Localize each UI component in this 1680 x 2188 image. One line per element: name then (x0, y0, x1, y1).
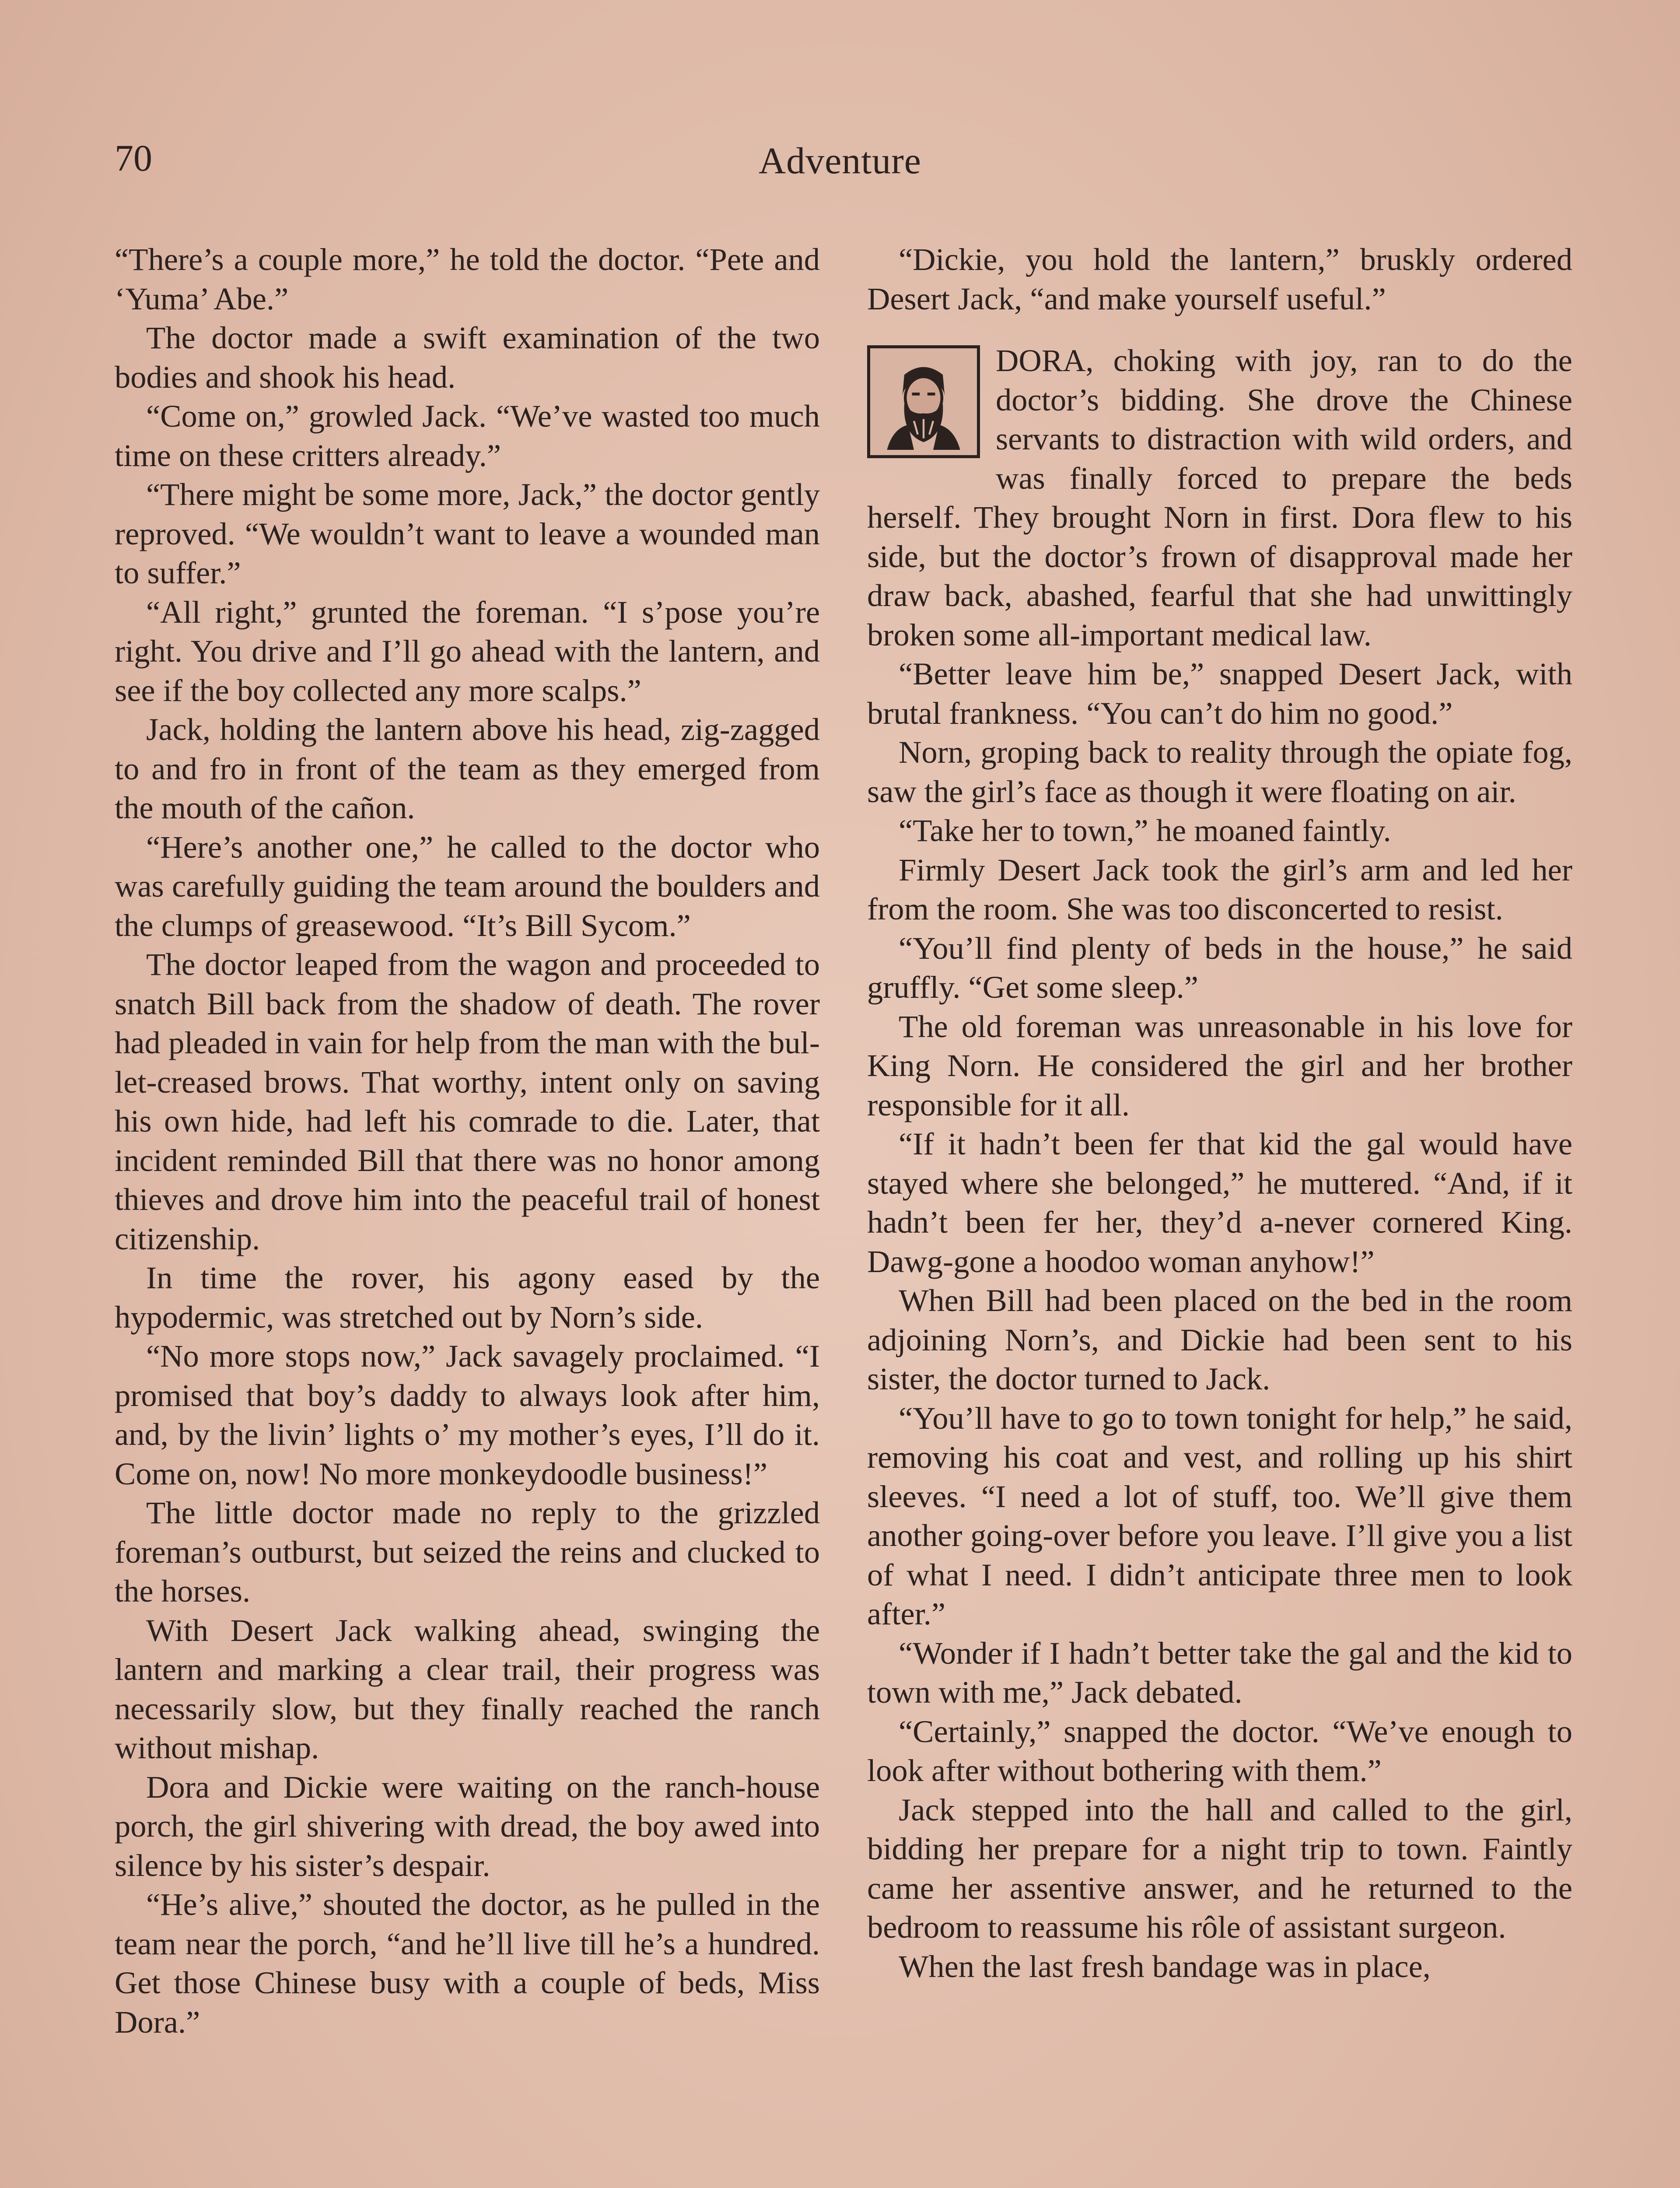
paragraph: “All right,” grunted the foreman. “I s’pose you’re right. You drive and I’ll go ahead with the lantern, and see if the boy collected any more scalps.” (115, 594, 820, 708)
paragraph: “If it hadn’t been fer that kid the gal would have stayed where she belonged,” he muttered. “And, if it hadn’t been fer her, they’d a-never cornered King. Dawg-gone a hoodoo woman anyhow!” (867, 1126, 1572, 1279)
paragraph: The doctor made a swift examination of the two bodies and shook his head. (115, 320, 820, 395)
paragraph: When the last fresh bandage was in place, (899, 1948, 1431, 1984)
right-column (867, 240, 1572, 2188)
paragraph: “There might be some more, Jack,” the doctor gently reproved. “We wouldn’t want to leave a wounded man to suffer.” (115, 477, 820, 590)
paragraph: “Better leave him be,” snapped Desert Jack, with brutal frankness. “You can’t do him no good.” (867, 656, 1572, 731)
paragraph: In time the rover, his agony eased by the hypodermic, was stretched out by Norn’s side. (115, 1260, 820, 1335)
paragraph: “You’ll have to go to town tonight for help,” he said, removing his coat and vest, and rolling up his shirt sleeves. “I need a lot of stuff, too. We’ll give them another going-over before you leave. I’ll give you a list of what I need. I didn’t anticipate three men to look after.” (867, 1400, 1572, 1631)
paragraph: The little doctor made no reply to the grizzled foreman’s outburst, but seized the reins and clucked to the horses. (115, 1495, 820, 1609)
page-number: 70 (115, 137, 152, 179)
paragraph: Jack stepped into the hall and called to the girl, bidding her prepare for a night trip to town. Faintly came her assentive answer, and he returned to the bedroom to reassume his rôle of assistant surgeon. (867, 1792, 1572, 1945)
paragraph: Jack, holding the lantern above his head, zig-zagged to and fro in front of the team as they emerged from the mouth of the cañon. (115, 712, 820, 825)
section-opening-text: DORA, choking with joy, ran to do the doctor’s bidding. She drove the Chinese servants to distraction with wild orders, and was finally forced to prepare the beds herself. They brought Norn in first. Dora flew to his side, but the doctor’s frown of disapproval made her draw back, abashed, fearful that she had unwittingly broken some all-important medical law. (867, 343, 1572, 652)
paragraph: Norn, groping back to reality through the opiate fog, saw the girl’s face as though it were floating on air. (867, 734, 1572, 809)
bearded-man-portrait-icon (867, 345, 980, 458)
left-column (115, 240, 820, 2188)
paragraph: “Take her to town,” he moaned faintly. (899, 813, 1391, 848)
paragraph: “There’s a couple more,” he told the doctor. “Pete and ‘Yuma’ Abe.” (115, 242, 820, 316)
running-head: Adventure (759, 140, 921, 182)
paragraph: “Wonder if I hadn’t better take the gal and the kid to town with me,” Jack debated. (867, 1635, 1572, 1710)
paragraph: With Desert Jack walking ahead, swinging the lantern and marking a clear trail, their progress was necessarily slow, but they finally reached the ranch without mishap. (115, 1612, 820, 1765)
paragraph: “He’s alive,” shouted the doctor, as he pulled in the team near the porch, “and he’ll live till he’s a hundred. Get those Chinese busy with a couple of beds, Miss Dora.” (115, 1886, 820, 2040)
paragraph: “Dickie, you hold the lantern,” bruskly ordered Desert Jack, “and make yourself useful.” (867, 242, 1572, 316)
paragraph: Dora and Dickie were waiting on the ranch-house porch, the girl shivering with dread, the boy awed into silence by his sister’s despair. (115, 1769, 820, 1883)
paragraph: “Certainly,” snapped the doctor. “We’ve enough to look after without bothering with them.” (867, 1713, 1572, 1788)
paragraph: Firmly Desert Jack took the girl’s arm and led her from the room. She was too disconcerted to resist. (867, 852, 1572, 926)
paragraph: “Here’s another one,” he called to the doctor who was carefully guiding the team around the boulders and the clumps of greasewood. “It’s Bill Sycom.” (115, 829, 820, 943)
paragraph: “No more stops now,” Jack savagely proclaimed. “I promised that boy’s daddy to always look after him, and, by the livin’ lights o’ my mother’s eyes, I’ll do it. Come on, now! No more monkeydoodle business!” (115, 1338, 820, 1491)
paragraph: “Come on,” growled Jack. “We’ve wasted too much time on these critters already.” (115, 398, 820, 473)
paragraph: The doctor leaped from the wagon and proceeded to snatch Bill back from the shadow of death. The rover had pleaded in vain for help from the man with the bullet-creased brows. That worthy, intent only on saving his own hide, had left his comrade to die. Later, that incident reminded Bill that there was no honor among thieves and drove him into the peaceful trail of honest citizenship. (115, 947, 820, 1256)
paragraph: When Bill had been placed on the bed in the room adjoining Norn’s, and Dickie had been sent to his sister, the doctor turned to Jack. (867, 1283, 1572, 1396)
paragraph: “You’ll find plenty of beds in the house,” he said gruffly. “Get some sleep.” (867, 930, 1572, 1005)
paragraph: The old foreman was unreasonable in his love for King Norn. He considered the girl and her brother responsible for it all. (867, 1008, 1572, 1122)
section-opening-paragraph (867, 341, 1572, 654)
